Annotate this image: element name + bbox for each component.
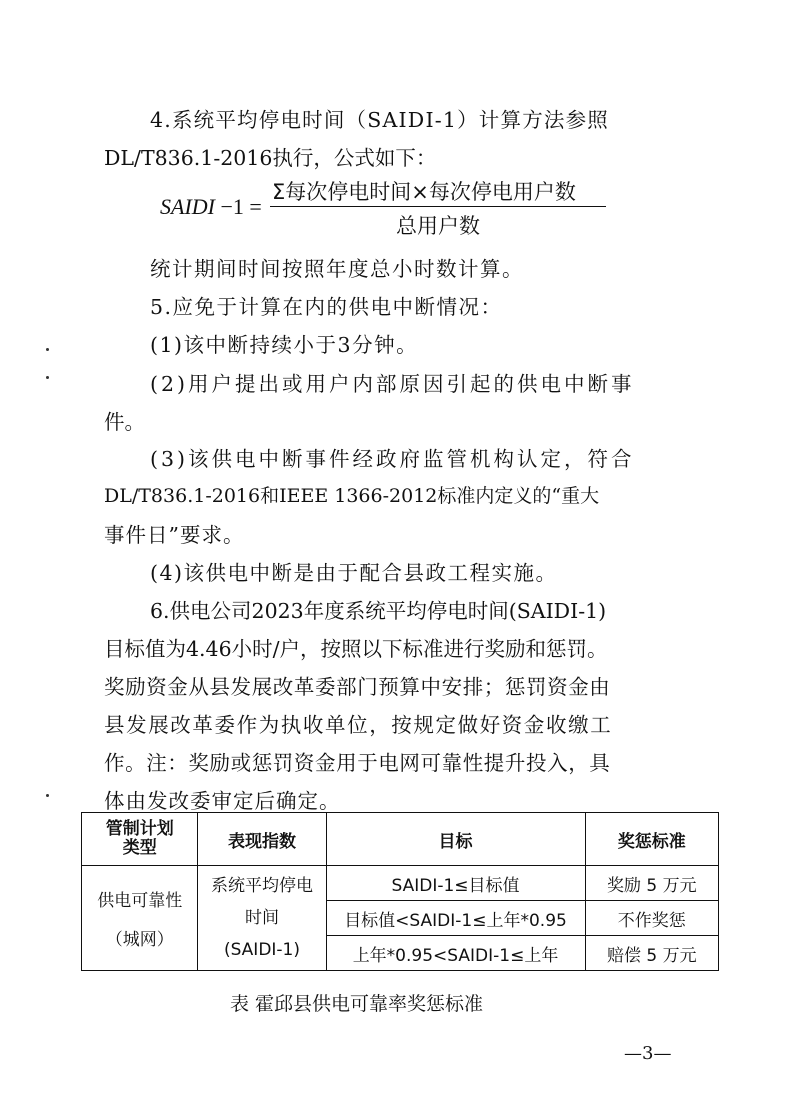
target-cell: 目标值<SAIDI-1≤上年*0.95 xyxy=(326,901,585,936)
index-cell xyxy=(198,866,326,971)
index-line-2: 时间 xyxy=(244,907,279,928)
header-plan-type: 管制计划类型 xyxy=(82,813,198,866)
standard-cell: 赔偿 5 万元 xyxy=(585,936,718,971)
paragraph-5-item-1: (1)该中断持续小于3分钟。 xyxy=(150,333,419,357)
margin-speck xyxy=(46,376,49,379)
paragraph-6-line-5: 作。注：奖励或惩罚资金用于电网可靠性提升投入，具 xyxy=(104,751,611,775)
plan-type-line-1: 供电可靠性 xyxy=(97,891,183,911)
saidi-formula xyxy=(160,176,620,240)
paragraph-5-item-3-line-1: (3)该供电中断事件经政府监管机构认定，符合 xyxy=(150,447,635,471)
target-cell: SAIDI-1≤目标值 xyxy=(326,866,585,901)
standard-cell: 奖励 5 万元 xyxy=(585,866,718,901)
paragraph-5-item-3-line-3: 事件日”要求。 xyxy=(104,523,245,547)
paragraph-5-item-3-line-2: DL/T836.1-2016和IEEE 1366-2012标准内定义的“重大 xyxy=(104,485,600,507)
formula-lhs: SAIDI −1 = xyxy=(160,194,262,219)
formula-denominator: 总用户数 xyxy=(396,214,480,238)
plan-type-cell xyxy=(82,866,198,971)
index-line-1: 系统平均停电 xyxy=(210,875,313,896)
paragraph-6-line-6: 体由发改委审定后确定。 xyxy=(104,789,341,813)
paragraph-6-line-4: 县发展改革委作为执收单位，按规定做好资金收缴工 xyxy=(104,713,613,737)
paragraph-6-line-3: 奖励资金从县发展改革委部门预算中安排；惩罚资金由 xyxy=(104,675,611,699)
margin-speck xyxy=(46,794,49,797)
header-target: 目标 xyxy=(326,813,585,866)
margin-speck xyxy=(46,348,49,351)
paragraph-5-item-2-line-2: 件。 xyxy=(104,410,145,434)
paragraph-6-line-2: 目标值为4.46小时/户，按照以下标准进行奖励和惩罚。 xyxy=(104,637,608,661)
target-cell: 上年*0.95<SAIDI-1≤上年 xyxy=(326,936,585,971)
header-standard: 奖惩标准 xyxy=(585,813,718,866)
index-line-3: (SAIDI-1) xyxy=(223,940,301,961)
paragraph-6-line-1: 6.供电公司2023年度系统平均停电时间(SAIDI-1) xyxy=(150,599,607,623)
paragraph-4-line-2: DL/T836.1-2016执行，公式如下： xyxy=(104,146,437,170)
plan-type-line-2: （城网） xyxy=(105,930,174,950)
fraction-bar xyxy=(270,206,606,207)
statistics-period-line: 统计期间时间按照年度总小时数计算。 xyxy=(150,257,524,281)
formula-numerator: Σ每次停电时间×每次停电用户数 xyxy=(272,180,576,204)
reward-penalty-table xyxy=(81,812,719,971)
page-number: —3— xyxy=(624,1043,672,1064)
header-index: 表现指数 xyxy=(198,813,326,866)
standard-cell: 不作奖惩 xyxy=(585,901,718,936)
paragraph-4-line-1: 4.系统平均停电时间（SAIDI-1）计算方法参照 xyxy=(150,108,610,132)
paragraph-5: 5.应免于计算在内的供电中断情况： xyxy=(150,295,503,319)
paragraph-5-item-4: (4)该供电中断是由于配合县政工程实施。 xyxy=(150,561,558,585)
table-header-row xyxy=(82,813,719,866)
table-caption: 表 霍邱县供电可靠率奖惩标准 xyxy=(230,993,484,1015)
paragraph-5-item-2-line-1: (2)用户提出或用户内部原因引起的供电中断事 xyxy=(150,372,635,396)
table-row xyxy=(82,866,719,901)
